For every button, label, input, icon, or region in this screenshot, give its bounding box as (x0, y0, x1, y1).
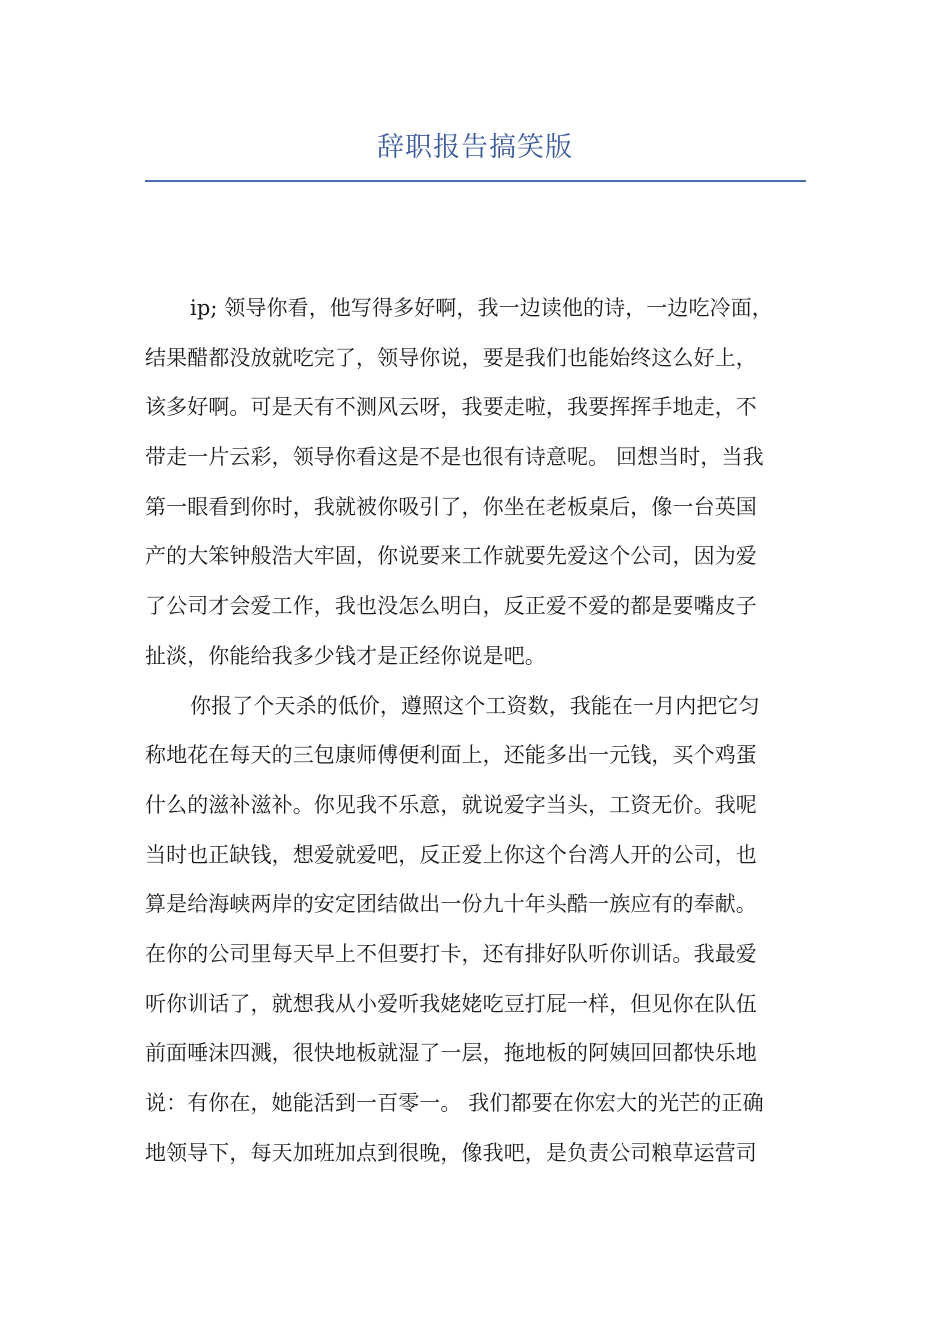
body-line: 算是给海峡两岸的安定团结做出一份九十年头酷一族应有的奉献。 (145, 892, 757, 917)
body-line: 该多好啊。可是天有不测风云呀，我要走啦，我要挥挥手地走，不 (145, 395, 757, 420)
body-line: 结果醋都没放就吃完了，领导你说，要是我们也能始终这么好上， (145, 345, 757, 370)
body-line: 地领导下，每天加班加点到很晚，像我吧，是负责公司粮草运营司 (145, 1140, 757, 1165)
body-line: 前面唾沫四溅，很快地板就湿了一层，拖地板的阿姨回回都快乐地 (145, 1041, 757, 1066)
body-line: 什么的滋补滋补。你见我不乐意，就说爱字当头，工资无价。我呢 (145, 792, 757, 817)
title-underline (145, 180, 806, 182)
body-line: 你报了个天杀的低价，遵照这个工资数，我能在一月内把它匀 (190, 693, 760, 718)
document-title: 辞职报告搞笑版 (377, 132, 573, 163)
body-line: 说：有你在，她能活到一百零一。 我们都要在你宏大的光芒的正确 (145, 1091, 764, 1115)
body-line: 当时也正缺钱，想爱就爱吧，反正爱上你这个台湾人开的公司，也 (145, 842, 757, 867)
body-line: 带走一片云彩，领导你看这是不是也很有诗意呢。 回想当时，当我 (145, 445, 764, 470)
body-line: 称地花在每天的三包康师傅便利面上，还能多出一元钱，买个鸡蛋 (145, 743, 757, 768)
body-line: 在你的公司里每天早上不但要打卡，还有排好队听你训话。我最爱 (145, 941, 757, 966)
body-line: 产的大笨钟般浩大牢固，你说要来工作就要先爱这个公司，因为爱 (145, 544, 757, 569)
body-line: 扯淡，你能给我多少钱才是正经你说是吧。 (145, 643, 546, 668)
body-line: 第一眼看到你时，我就被你吸引了，你坐在老板桌后，像一台英国 (145, 494, 757, 519)
document-body (145, 284, 825, 1178)
body-line: ip; 领导你看，他写得多好啊，我一边读他的诗，一边吃冷面， (190, 296, 773, 320)
body-line: 听你训话了，就想我从小爱听我姥姥吃豆打屁一样，但见你在队伍 (145, 991, 757, 1016)
body-line: 了公司才会爱工作，我也没怎么明白，反正爱不爱的都是要嘴皮子 (145, 594, 757, 619)
